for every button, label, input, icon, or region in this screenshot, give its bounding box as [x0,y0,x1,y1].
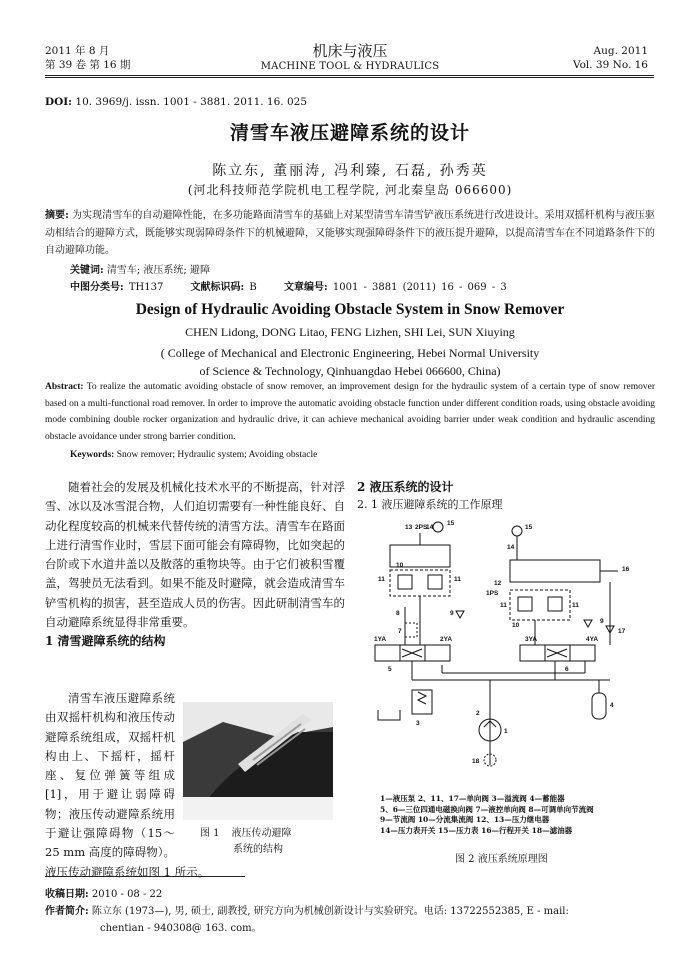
label-1ya: 1YA [374,636,387,643]
cylinder-right [510,560,600,582]
body-left-column [45,478,345,652]
label-8: 8 [396,610,400,617]
flow-divider-right [510,590,570,620]
author-bio-label: 作者简介: [45,906,89,917]
figure-2-caption: 图 2 液压系统原理图 [455,854,548,865]
keywords-cn-text: 清雪车; 液压系统; 避障 [103,265,210,276]
label-15b: 15 [525,524,533,531]
keywords-cn [70,261,210,276]
abstract-cn [45,207,655,260]
doc-code-label: 文献标识码: [190,282,245,293]
label-1ps: 1PS [486,590,499,597]
throttle-valve-9 [456,611,464,618]
affiliation-cn: (河北科技师范学院机电工程学院, 河北秦皇岛 066600) [187,183,513,197]
section-2-1-heading: 2. 1 液压避障系统的工作原理 [357,498,503,511]
label-11d: 11 [572,602,579,609]
label-10b: 10 [512,622,520,629]
label-7: 7 [398,628,402,635]
label-11c: 11 [500,602,507,609]
issue-date-en: Aug. 2011 [593,45,648,57]
label-18: 18 [472,758,480,765]
received-date: 2010 - 08 - 22 [88,889,163,900]
article-no-value: 1001 - 3881 (2011) 16 - 069 - 3 [327,282,507,293]
header-rule [45,75,654,76]
label-9: 9 [450,610,454,617]
pressure-gauge-15b [512,526,522,536]
label-14b: 14 [507,544,515,551]
check-valve-7 [405,623,417,637]
label-2ya: 2YA [440,636,453,643]
label-11a: 11 [378,576,385,583]
doi [45,96,307,108]
label-11b: 11 [454,576,461,583]
solenoid-valve-5-a [375,645,400,661]
label-9b: 9 [600,618,604,625]
figure-1-caption [200,826,292,858]
label-15: 15 [447,520,455,527]
volume-issue: 第 39 卷 第 16 期 [45,59,131,71]
flow-divider-left [390,570,450,596]
affiliation-en-line1: ( College of Mechanical and Electronic Engineering, Hebei Normal University [160,346,540,360]
authors-en: CHEN Lidong, DONG Litao, FENG Lizhen, SHI Lei, SUN Xiuying [185,325,515,339]
section-2-heading: 2 液压系统的设计 [357,480,454,494]
tank [378,710,400,720]
figure-2-legend [380,794,594,836]
abstract-en-label: Abstract: [45,382,84,392]
authors-cn: 陈立东, 董丽涛, 冯利臻, 石磊, 孙秀英 [212,163,488,179]
cls-value: TH137 [123,282,164,293]
legend-line-2: 5、6—三位四通电磁换向阀 7—液控单向阀 8—可调单向节流阀 [380,804,594,814]
footnote [45,886,569,937]
legend-line-1: 1—液压泵 2、11、17—单向阀 3—溢流阀 4—蓄能器 [380,794,565,803]
received-label: 收稿日期: [45,889,89,900]
doc-code-value: B [244,282,257,293]
label-2: 2 [476,710,480,717]
article-no-label: 文章编号: [283,282,328,293]
label-1: 1 [504,728,508,735]
keywords-en-label: Keywords: [70,450,115,460]
label-10: 10 [396,562,404,569]
label-3ya: 3YA [525,636,538,643]
keywords-en-text: Snow remover; Hydraulic system; Avoiding obstacle [114,450,318,460]
author-email: chentian - 940308@ 163. com。 [100,923,262,934]
label-6: 6 [565,666,569,673]
keywords-cn-label: 关键词: [70,265,104,276]
label-16: 16 [622,566,630,573]
label-14: 14 [426,524,434,531]
journal-date-volume-en [573,44,648,72]
label-5: 5 [388,666,392,673]
section-1-heading: 1 清雪避障系统的结构 [45,634,166,649]
pressure-gauge-15 [433,522,443,532]
journal-name-cn: 机床与液压 [312,42,388,60]
legend-line-3: 9—节流阀 10—分流集流阀 12、13—压力继电器 [380,815,550,824]
doi-value: 10. 3969/j. issn. 1001 - 3881. 2011. 16. 025 [72,96,307,108]
abstract-cn-label: 摘要: [45,210,69,221]
label-13: 13 [405,524,413,531]
label-2ps: 2PS [415,524,428,531]
abstract-cn-text: 为实现清雪车的自动避障性能，在多功能路面清雪车的基础上对某型清雪车清雪铲液压系统进行改进设计。采用双摇杆机构与液压驱动相结合的避障方式，既能够实现弱障碍条件下的机械避障，又能够实现强障碍条件下的液压提升避障，以提高清雪车在不同道路条件下的自动避障功能。 [45,210,655,256]
figure-2-schematic [360,515,660,793]
keywords-en [70,450,317,460]
abstract-en [45,379,655,445]
affiliation-en [0,344,700,380]
footnote-rule [45,876,245,877]
abstract-en-text: To realize the automatic avoiding obstacle of snow remover, an improvement design for the hydraulic system of a certain type of snow remover based on a multi-functional road remover. In order to improve the automatic avoiding obstacle function under different condition roads, using obstacle avoiding mode combining double rocker organization and hydraulic drive, it can achieve mechanical avoiding barrier under weak condition and hydraulic ascending obstacle avoidance under strong barrier condition. [45,382,655,442]
cls-label: 中图分类号: [70,282,124,293]
ground-snow [183,797,333,820]
label-17: 17 [618,628,626,635]
figure-1-caption-line1: 液压传动避障 [231,828,292,839]
figure-1-photo [183,702,333,820]
author-bio: 陈立东 (1973—), 男, 硕士, 副教授, 研究方向为机械创新设计与实验研究。电话: 13722552385, E - mail: [88,906,569,917]
doi-label: DOI: [45,96,73,108]
label-4: 4 [610,702,614,709]
classification-line [70,278,529,293]
paper-title-en: Design of Hydraulic Avoiding Obstacle System in Snow Remover [135,301,565,318]
legend-line-4: 14—压力表开关 15—压力表 16—行程开关 18—滤油器 [380,825,573,835]
volume-issue-en: Vol. 39 No. 16 [572,59,648,71]
journal-name-en: MACHINE TOOL & HYDRAULICS [260,61,440,72]
figure-1-number: 图 1 [200,828,220,839]
accumulator-4 [592,693,606,719]
label-12: 12 [494,580,502,587]
label-3: 3 [416,720,420,727]
affiliation-en-line2: of Science & Technology, Qinhuangdao Hebei 066600, China) [199,364,501,378]
intro-paragraph: 随着社会的发展及机械化技术水平的不断提高，针对浮雪、冰以及冰雪混合物，人们迫切需要有一种性能良好、自动化程度较高的机械来代替传统的清雪方法。清雪车在路面上进行清雪作业时，雪层下面可能会有障碍物，比如突起的台阶或下水道井盖以及散落的重物块等。由于它们被积雪覆盖，驾驶员无法看到。如果不能及时避障，就会造成清雪车铲雪机构的损害，甚至造成人员的伤害。因此研制清雪车的自动避障系统显得非常重要。 [45,480,345,630]
header-rule-2 [45,77,654,78]
paper-title-cn: 清雪车液压避障系统的设计 [229,122,470,144]
section-1-text: 清雪车液压避障系统由双摇杆机构和液压传动避障系统组成，双摇杆机构由上、下摇杆，摇杆座、复位弹簧等组成[1]，用于避让弱障碍物；液压传动避障系统用于避让强障碍物（15～25 mm 高度的障碍物）。液压传动避障系统如图 1 所示。 [45,691,210,879]
figure-1-caption-line2: 系统的结构 [233,844,283,855]
label-4ya: 4YA [586,636,599,643]
issue-date: 2011 年 8 月 [45,45,110,57]
solenoid-valve-6-a [520,645,545,661]
